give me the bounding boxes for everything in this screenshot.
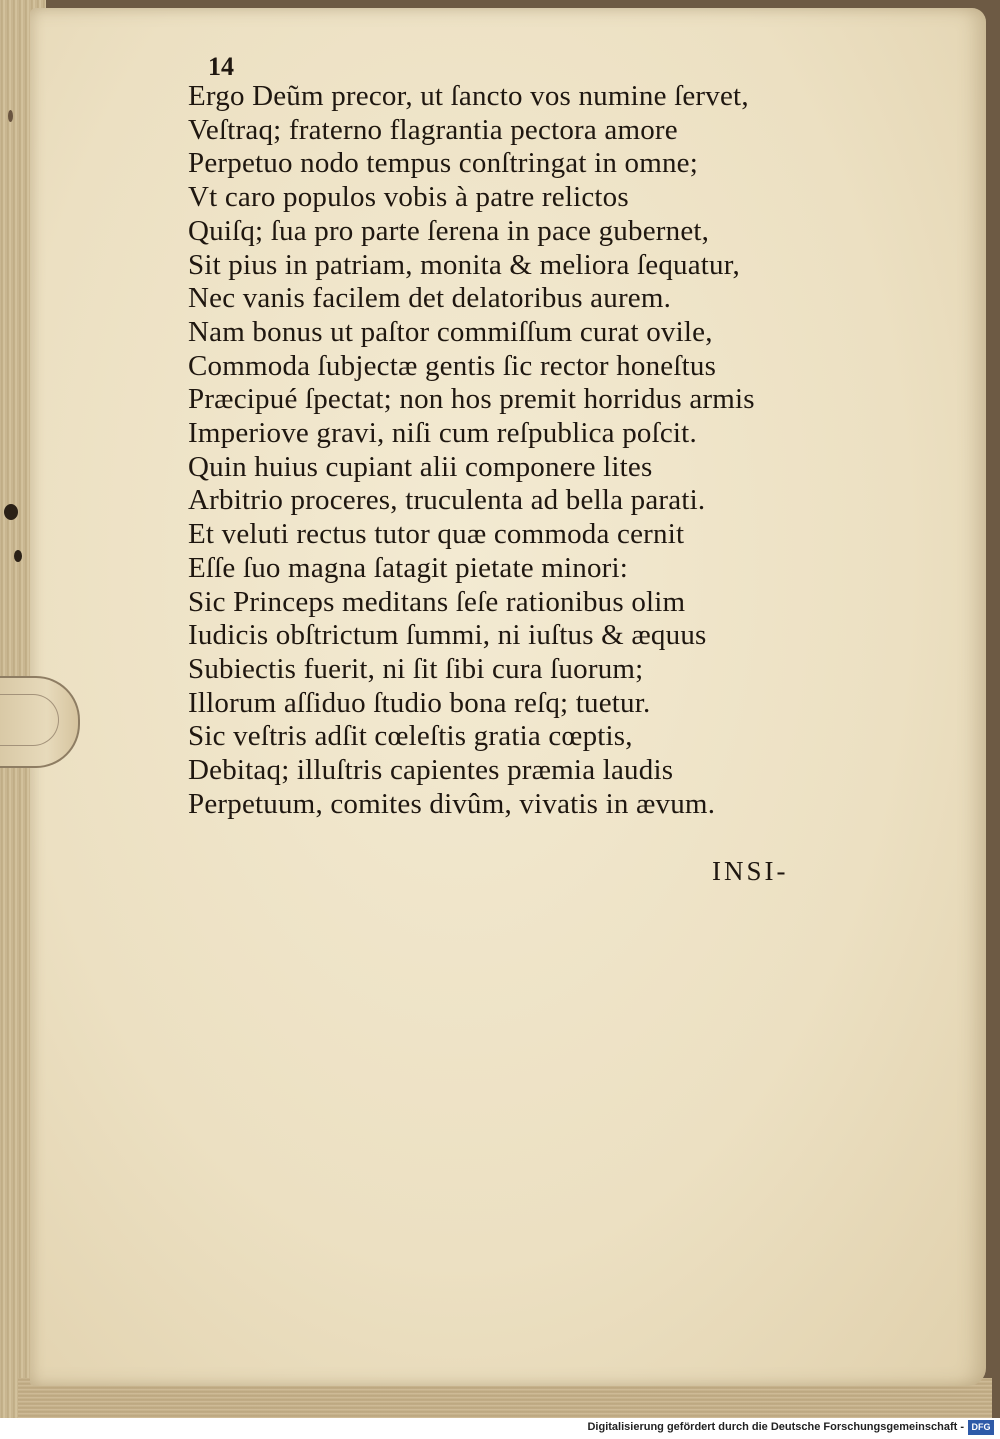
funding-credit: Digitalisierung gefördert durch die Deutsche Forschungsgemeinschaft - [587,1421,964,1433]
verse-line: Vt caro populos vobis à patre relictos [188,181,629,214]
verse-line: Veſtraq; fraterno flagrantia pectora amore [188,113,678,146]
verse-line: Arbitrio proceres, truculenta ad bella parati. [188,484,706,517]
verse-line: Imperiove gravi, niſi cum reſpublica poſcit. [188,417,697,450]
verse-line: Sit pius in patriam, monita & meliora ſequatur, [188,248,740,281]
ink-spot [8,110,13,122]
verse-line: Et veluti rectus tutor quæ commoda cernit [188,518,685,551]
verse-line: Perpetuo nodo tempus conſtringat in omne; [188,147,698,180]
verse-line: Nec vanis facilem det delatoribus aurem. [188,282,672,315]
ink-spot [4,504,18,520]
verse-line: Sic veſtris adſit cœleſtis gratia cœptis, [188,720,633,753]
verse-line: Nam bonus ut paſtor commiſſum curat ovile, [188,315,713,348]
verse-line: Illorum aſſiduo ſtudio bona reſq; tuetur. [188,686,651,719]
verse-line: Ergo Deũm precor, ut ſancto vos numine ſervet, [188,80,749,112]
verse-line: Quiſq; ſua pro parte ſerena in pace gubernet, [188,214,710,247]
ink-spot [14,550,22,562]
catchword: INSI- [712,856,789,886]
verse-line: Debitaq; illuſtris capientes præmia laudis [188,754,674,787]
dfg-logo-icon: DFG [968,1420,994,1435]
verse-line: Sic Princeps meditans ſeſe rationibus olim [188,585,686,618]
verse-line: Perpetuum, comites divûm, vivatis in ævum. [188,787,716,820]
verse-line: Iudicis obſtrictum ſummi, ni iuſtus & æquus [188,619,707,652]
verse-line: Subiectis fuerit, ni ſit ſibi cura ſuorum; [188,652,644,685]
page-number: 14 [208,52,234,81]
verse-line: Præcipué ſpectat; non hos premit horridus armis [188,383,755,416]
verse-line: Quin huius cupiant alii componere lites [188,450,653,483]
verse-line: Eſſe ſuo magna ſatagit pietate minori: [188,551,629,584]
footer-bar [0,1418,1000,1439]
verse-line: Commoda ſubjectæ gentis ſic rector honeſtus [188,349,717,382]
page-clip-inner [0,694,59,746]
poem-text [188,80,828,821]
